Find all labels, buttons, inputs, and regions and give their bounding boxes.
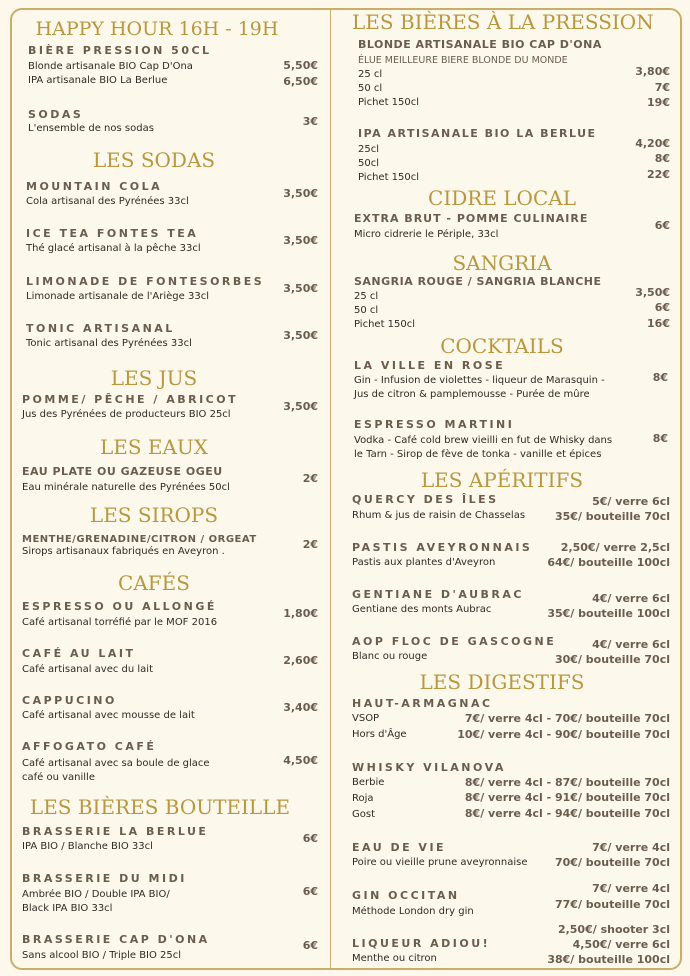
aperitif-item-price: 5€/ verre 6cl xyxy=(592,495,670,508)
happy-hour-beer-title: BIÈRE PRESSION 50CL xyxy=(28,44,212,57)
size-price: 4,20€ xyxy=(635,137,670,150)
biere-item-desc: IPA BIO / Blanche BIO 33cl xyxy=(22,841,153,852)
top-rule xyxy=(330,8,650,9)
aperitif-item-desc: Blanc ou rouge xyxy=(352,651,428,662)
aperitif-item-desc: Gentiane des monts Aubrac xyxy=(352,604,492,615)
soda-item-name: ICE TEA FONTES TEA xyxy=(26,227,199,240)
cafe-item-desc: Café artisanal avec mousse de lait xyxy=(22,710,195,721)
liqueur-desc: Menthe ou citron xyxy=(352,953,437,964)
armagnac-row-label: VSOP xyxy=(352,713,380,724)
size-label: 50cl xyxy=(358,158,380,169)
cafe-item-price: 4,50€ xyxy=(283,754,318,767)
happy-hour-sodas-desc: L'ensemble de nos sodas xyxy=(28,123,154,134)
cafe-item-price: 3,40€ xyxy=(283,701,318,714)
size-price: 16€ xyxy=(647,317,670,330)
cafe-item-name: AFFOGATO CAFÉ xyxy=(22,740,157,753)
cafe-item-price: 1,80€ xyxy=(283,607,318,620)
eau-de-vie-name: EAU DE VIE xyxy=(352,841,447,854)
jus-item-name: POMME/ PÊCHE / ABRICOT xyxy=(22,393,239,406)
aperitif-item-price: 2,50€/ verre 2,5cl xyxy=(560,541,670,554)
gin-name: GIN OCCITAN xyxy=(352,889,460,902)
biere-item-desc: Ambrée BIO / Double IPA BIO/ xyxy=(22,889,170,900)
sirops-item-desc: Sirops artisanaux fabriqués en Aveyron . xyxy=(22,546,225,557)
cafe-item-price: 2,60€ xyxy=(283,654,318,667)
size-label: 50 cl xyxy=(354,305,379,316)
aperitif-item-price: 35€/ bouteille 70cl xyxy=(555,510,670,523)
size-price: 19€ xyxy=(647,96,670,109)
whisky-name: WHISKY VILANOVA xyxy=(352,761,506,774)
pression-blonde-subtitle: ÉLUE MEILLEURE BIERE BLONDE DU MONDE xyxy=(358,55,568,66)
jus-item-price: 3,50€ xyxy=(283,400,318,413)
happy-hour-title: HAPPY HOUR 16H - 19H xyxy=(35,18,279,40)
gin-desc: Méthode London dry gin xyxy=(352,906,474,917)
whisky-row-label: Gost xyxy=(352,809,375,820)
column-divider xyxy=(330,8,331,968)
size-price: 3,50€ xyxy=(635,286,670,299)
cocktail-item-name: ESPRESSO MARTINI xyxy=(354,418,515,431)
size-label: Pichet 150cl xyxy=(358,97,420,108)
liqueur-name: LIQUEUR ADIOU! xyxy=(352,937,491,950)
armagnac-row-price: 10€/ verre 4cl - 90€/ bouteille 70cl xyxy=(457,728,670,741)
cocktail-item-desc-line2: Jus de citron & pamplemousse - Purée de mûre xyxy=(354,389,590,400)
soda-item-name: TONIC ARTISANAL xyxy=(26,322,175,335)
aperitifs-section-title: LES APÉRITIFS xyxy=(420,468,584,492)
size-label: 50 cl xyxy=(358,83,383,94)
happy-hour-beer-item: IPA artisanale BIO La Berlue xyxy=(28,75,168,86)
sirops-section-title: LES SIROPS xyxy=(89,503,219,527)
size-label: 25cl xyxy=(358,144,380,155)
soda-item-desc: Tonic artisanal des Pyrénées 33cl xyxy=(26,338,192,349)
cocktail-item-desc: Gin - Infusion de violettes - liqueur de Marasquin - xyxy=(354,375,605,386)
aperitif-item-name: PASTIS AVEYRONNAIS xyxy=(352,541,533,554)
digestifs-section-title: LES DIGESTIFS xyxy=(419,670,585,694)
bieres-bouteille-section-title: LES BIÈRES BOUTEILLE xyxy=(29,795,291,819)
cidre-section-title: CIDRE LOCAL xyxy=(428,186,576,210)
cafe-item-desc-line2: café ou vanille xyxy=(22,772,95,783)
aperitif-item-name: QUERCY DES ÎLES xyxy=(352,493,499,506)
happy-hour-beer-price: 6,50€ xyxy=(283,75,318,88)
soda-item-name: MOUNTAIN COLA xyxy=(26,180,163,193)
size-price: 8€ xyxy=(654,152,670,165)
cocktail-item-desc-line2: le Tarn - Sirop de fève de tonka - vanille et épices xyxy=(354,449,602,460)
cafe-item-name: ESPRESSO OU ALLONGÉ xyxy=(22,600,217,613)
soda-item-price: 3,50€ xyxy=(283,234,318,247)
size-price: 6€ xyxy=(654,301,670,314)
biere-item-price: 6€ xyxy=(302,885,318,898)
cocktail-item-desc: Vodka - Café cold brew vieilli en fut de Whisky dans xyxy=(354,435,613,446)
biere-item-name: BRASSERIE DU MIDI xyxy=(22,872,187,885)
pression-blonde-name: BLONDE ARTISANALE BIO CAP D'ONA xyxy=(358,38,602,51)
whisky-row-label: Roja xyxy=(352,793,374,804)
aperitif-item-desc: Rhum & jus de raisin de Chasselas xyxy=(352,510,526,521)
gin-price: 7€/ verre 4cl xyxy=(592,882,670,895)
cafe-item-name: CAFÉ AU LAIT xyxy=(22,647,136,660)
liqueur-price: 2,50€/ shooter 3cl xyxy=(557,923,670,936)
biere-item-desc-line2: Black IPA BIO 33cl xyxy=(22,903,113,914)
pression-section-title: LES BIÈRES À LA PRESSION xyxy=(352,10,654,34)
soda-item-name: LIMONADE DE FONTESORBES xyxy=(26,275,265,288)
soda-item-desc: Cola artisanal des Pyrénées 33cl xyxy=(26,196,189,207)
cafe-item-desc: Café artisanal avec sa boule de glace xyxy=(22,758,210,769)
soda-item-price: 3,50€ xyxy=(283,329,318,342)
cocktails-section-title: COCKTAILS xyxy=(440,334,564,358)
cafes-section-title: CAFÉS xyxy=(118,571,190,595)
biere-item-price: 6€ xyxy=(302,939,318,952)
size-label: Pichet 150cl xyxy=(354,319,416,330)
sangria-section-title: SANGRIA xyxy=(452,251,552,275)
soda-item-price: 3,50€ xyxy=(283,282,318,295)
jus-section-title: LES JUS xyxy=(110,366,198,390)
soda-item-price: 3,50€ xyxy=(283,187,318,200)
aperitif-item-name: GENTIANE D'AUBRAC xyxy=(352,588,524,601)
biere-item-price: 6€ xyxy=(302,832,318,845)
soda-item-desc: Thé glacé artisanal à la pêche 33cl xyxy=(26,243,201,254)
pression-ipa-name: IPA ARTISANALE BIO LA BERLUE xyxy=(358,127,597,140)
size-price: 3,80€ xyxy=(635,65,670,78)
eau-de-vie-price: 70€/ bouteille 70cl xyxy=(555,856,670,869)
size-price: 7€ xyxy=(654,81,670,94)
eaux-item-price: 2€ xyxy=(302,472,318,485)
cocktail-item-price: 8€ xyxy=(652,371,668,384)
size-price: 22€ xyxy=(647,168,670,181)
sirops-item-name: MENTHE/GRENADINE/CITRON / ORGEAT xyxy=(22,534,257,545)
cidre-item-name: EXTRA BRUT - POMME CULINAIRE xyxy=(354,212,589,225)
armagnac-name: HAUT-ARMAGNAC xyxy=(352,697,493,710)
aperitif-item-price: 64€/ bouteille 100cl xyxy=(547,556,670,569)
eau-de-vie-price: 7€/ verre 4cl xyxy=(592,841,670,854)
aperitif-item-price: 4€/ verre 6cl xyxy=(592,592,670,605)
biere-item-desc: Sans alcool BIO / Triple BIO 25cl xyxy=(22,950,182,961)
cocktail-item-name: LA VILLE EN ROSE xyxy=(354,359,506,372)
aperitif-item-price: 4€/ verre 6cl xyxy=(592,638,670,651)
happy-hour-beer-price: 5,50€ xyxy=(283,59,318,72)
happy-hour-sodas-title: SODAS xyxy=(28,108,84,121)
eaux-section-title: LES EAUX xyxy=(99,435,209,459)
size-label: Pichet 150cl xyxy=(358,172,420,183)
liqueur-price: 38€/ bouteille 100cl xyxy=(547,953,670,966)
eaux-item-name: EAU PLATE OU GAZEUSE OGEU xyxy=(22,465,223,478)
gin-price: 77€/ bouteille 70cl xyxy=(555,898,670,911)
soda-item-desc: Limonade artisanale de l'Ariège 33cl xyxy=(26,291,209,302)
whisky-row-price: 8€/ verre 4cl - 91€/ bouteille 70cl xyxy=(464,791,670,804)
size-label: 25 cl xyxy=(354,291,379,302)
cidre-item-price: 6€ xyxy=(654,219,670,232)
eaux-item-desc: Eau minérale naturelle des Pyrénées 50cl xyxy=(22,482,230,493)
sangria-item-name: SANGRIA ROUGE / SANGRIA BLANCHE xyxy=(354,275,602,288)
cafe-item-desc: Café artisanal torréfié par le MOF 2016 xyxy=(22,617,218,628)
whisky-row-label: Berbie xyxy=(352,777,385,788)
cidre-item-desc: Micro cidrerie le Périple, 33cl xyxy=(354,229,499,240)
liqueur-price: 4,50€/ verre 6cl xyxy=(572,938,670,951)
happy-hour-sodas-price: 3€ xyxy=(302,115,318,128)
armagnac-row-price: 7€/ verre 4cl - 70€/ bouteille 70cl xyxy=(464,712,670,725)
cocktail-item-price: 8€ xyxy=(652,432,668,445)
cafe-item-name: CAPPUCINO xyxy=(22,694,117,707)
aperitif-item-price: 30€/ bouteille 70cl xyxy=(555,653,670,666)
jus-item-desc: Jus des Pyrénées de producteurs BIO 25cl xyxy=(22,409,231,420)
biere-item-name: BRASSERIE CAP D'ONA xyxy=(22,933,210,946)
armagnac-row-label: Hors d'Âge xyxy=(352,729,407,740)
aperitif-item-name: AOP FLOC DE GASCOGNE xyxy=(352,635,557,648)
aperitif-item-price: 35€/ bouteille 100cl xyxy=(547,607,670,620)
biere-item-name: BRASSERIE LA BERLUE xyxy=(22,825,209,838)
whisky-row-price: 8€/ verre 4cl - 87€/ bouteille 70cl xyxy=(464,776,670,789)
size-label: 25 cl xyxy=(358,69,383,80)
whisky-row-price: 8€/ verre 4cl - 94€/ bouteille 70cl xyxy=(464,807,670,820)
happy-hour-beer-item: Blonde artisanale BIO Cap D'Ona xyxy=(28,61,193,72)
sodas-section-title: LES SODAS xyxy=(92,148,216,172)
cafe-item-desc: Café artisanal avec du lait xyxy=(22,664,154,675)
sirops-item-price: 2€ xyxy=(302,538,318,551)
aperitif-item-desc: Pastis aux plantes d'Aveyron xyxy=(352,557,496,568)
eau-de-vie-desc: Poire ou vieille prune aveyronnaise xyxy=(352,857,528,868)
